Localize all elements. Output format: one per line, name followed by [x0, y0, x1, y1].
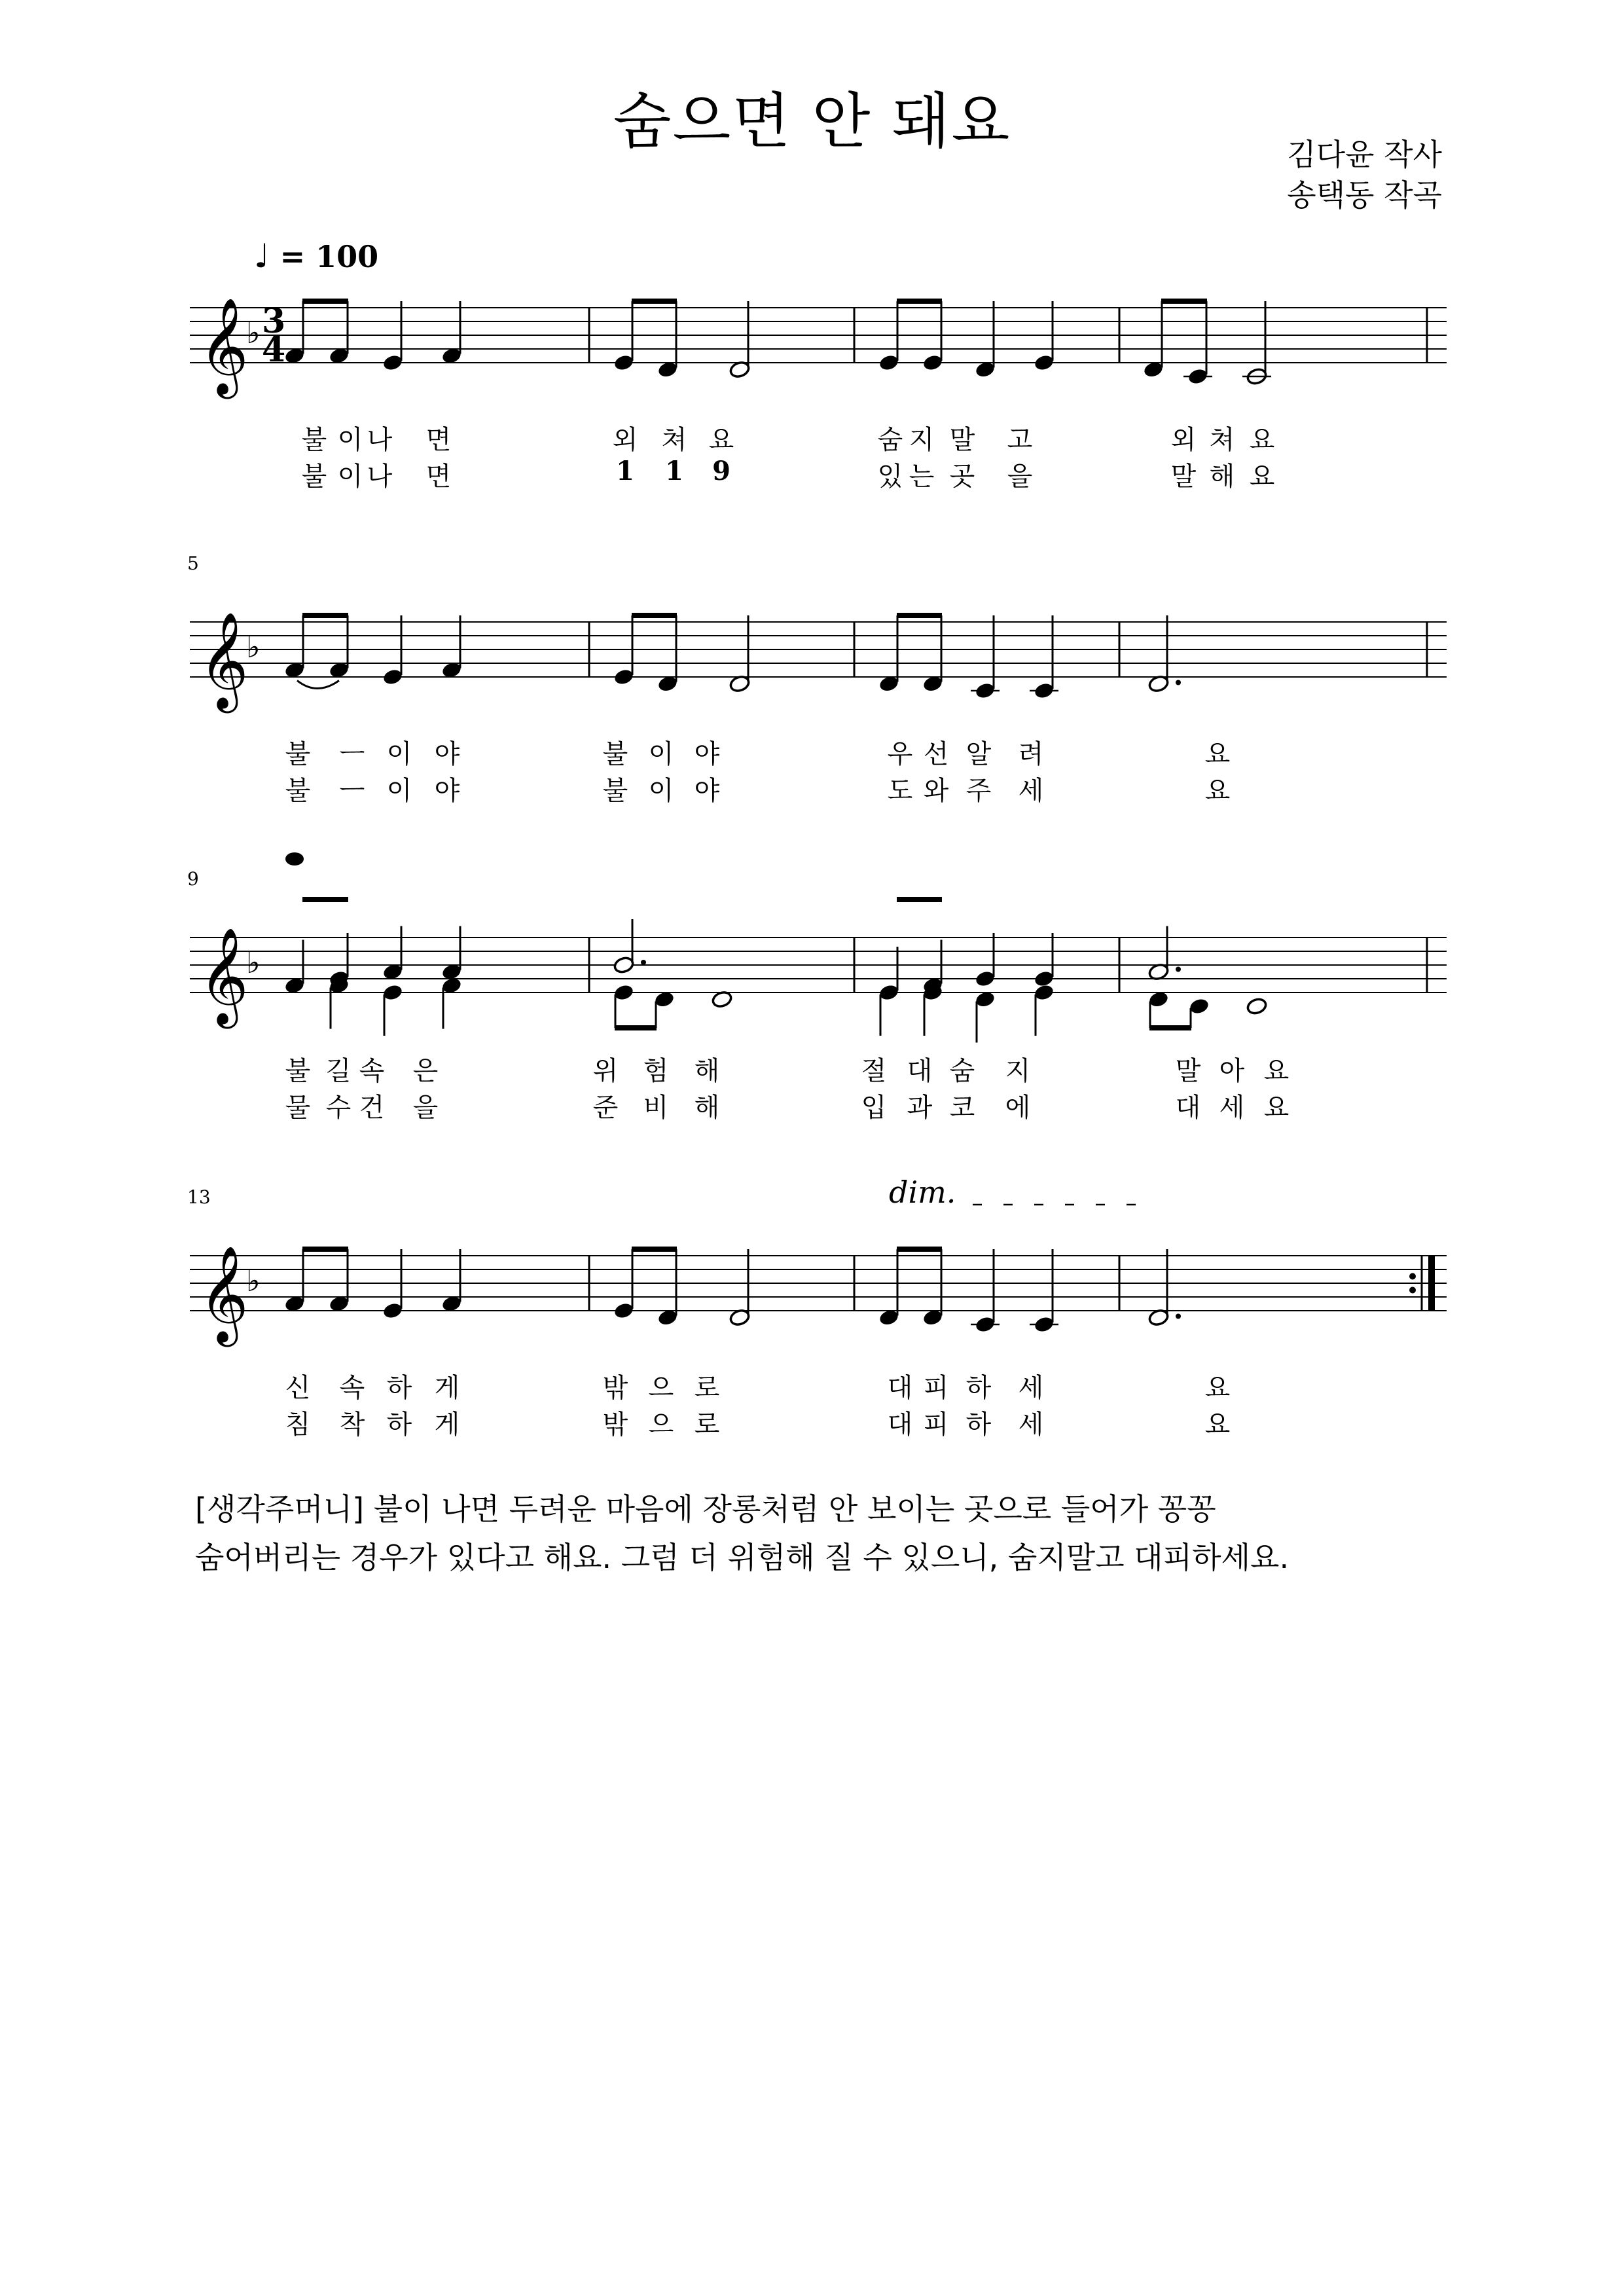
lyric-syllable: 로	[694, 1410, 720, 1440]
staff-system	[190, 229, 1447, 491]
lyric-syllable: 하	[386, 1410, 412, 1440]
staff-system	[187, 859, 1447, 1123]
footnote-line-1: [생각주머니] 불이 나면 두려운 마음에 장롱처럼 안 보이는 곳으로 들어가 꽁꽁	[195, 1491, 1216, 1527]
lyric-syllable: 곳	[949, 462, 975, 492]
staff-svg	[190, 1177, 1460, 1374]
lyric-syllable: 와	[923, 776, 949, 806]
lyric-syllable: 세	[1018, 776, 1044, 806]
measure-number: 13	[187, 1186, 211, 1208]
dynamic-marking: dim.	[889, 1175, 956, 1210]
lyric-syllable: 는	[909, 462, 935, 492]
lyric-syllable: 불	[285, 776, 311, 806]
lyric-syllable: 을	[1007, 462, 1033, 492]
lyric-syllable: 착	[339, 1410, 365, 1440]
lyric-syllable: 피	[923, 1373, 949, 1403]
lyric-syllable: 준	[592, 1093, 619, 1123]
lyric-syllable: 아	[1219, 1056, 1245, 1086]
lyric-syllable: 로	[694, 1373, 720, 1403]
lyric-syllable: 있	[877, 462, 903, 492]
lyric-syllable: 해	[694, 1093, 720, 1123]
lyric-syllable: 불	[602, 776, 628, 806]
lyricist-credit: 김다윤 작사	[1287, 137, 1442, 172]
notehead-lower	[285, 852, 304, 866]
lyric-syllable: 속	[359, 1056, 385, 1086]
flat-icon: ♭	[246, 629, 261, 665]
lyric-syllable: 나	[367, 425, 393, 455]
staff-svg	[190, 859, 1460, 1055]
lyric-syllable: 속	[339, 1373, 365, 1403]
lyric-syllable: 면	[425, 425, 452, 455]
lyric-syllable: 입	[861, 1093, 887, 1123]
notehead-lower	[1246, 997, 1267, 1015]
lyric-syllable: 세	[1018, 1373, 1044, 1403]
lyric-syllable: 위	[592, 1056, 619, 1086]
lyric-syllable: 코	[949, 1093, 975, 1123]
song-title: 숨으면 안 돼요	[613, 86, 1011, 156]
lyric-syllable: 불	[285, 1056, 311, 1086]
lyric-syllable: 숨	[877, 425, 903, 455]
lyric-syllable: 밖	[602, 1373, 628, 1403]
lyric-syllable: 은	[412, 1056, 439, 1086]
lyric-syllable: 하	[386, 1373, 412, 1403]
lyric-syllable: 불	[285, 739, 311, 769]
augmentation-dot	[641, 960, 646, 965]
tempo-value: = 100	[280, 239, 379, 274]
treble-clef-icon: 𝄞	[199, 611, 249, 709]
lyric-syllable: 요	[708, 425, 734, 455]
lyric-syllable: 세	[1219, 1093, 1245, 1123]
augmentation-dot	[1176, 967, 1181, 972]
flat-icon: ♭	[246, 315, 261, 350]
time-signature-bottom: 4	[262, 330, 286, 370]
lyric-syllable: 9	[712, 456, 731, 486]
lyric-syllable: 요	[1263, 1056, 1290, 1086]
lyric-syllable: 게	[434, 1373, 460, 1403]
lyric-syllable: 비	[643, 1093, 669, 1123]
flat-icon: ♭	[246, 945, 261, 980]
augmentation-dot	[1176, 1314, 1181, 1319]
repeat-dot	[1409, 1287, 1416, 1294]
lyric-syllable: ㅡ	[339, 776, 365, 806]
lyric-syllable: 과	[907, 1093, 933, 1123]
treble-clef-icon: 𝄞	[199, 927, 249, 1025]
lyric-syllable: 요	[1263, 1093, 1290, 1123]
lyric-syllable: 대	[907, 1056, 933, 1086]
treble-clef-icon: 𝄞	[199, 297, 249, 395]
lyric-syllable: 밖	[602, 1410, 628, 1440]
lyric-syllable: 쳐	[661, 425, 687, 455]
lyric-syllable: 1	[665, 456, 683, 486]
lyric-syllable: 해	[1209, 462, 1235, 492]
lyric-syllable: 1	[616, 456, 634, 486]
tie	[297, 681, 339, 689]
measure-number: 9	[187, 868, 199, 890]
lyric-syllable: 야	[694, 776, 720, 806]
lyric-syllable: 주	[965, 776, 992, 806]
lyric-syllable: 불	[602, 739, 628, 769]
lyric-syllable: 외	[1170, 425, 1197, 455]
lyric-syllable: 요	[1204, 776, 1231, 806]
staff-svg	[190, 229, 1460, 426]
lyric-syllable: 건	[359, 1093, 385, 1123]
lyric-syllable: 요	[1204, 1410, 1231, 1440]
lyric-syllable: 야	[434, 739, 460, 769]
staff-system	[187, 1175, 1447, 1440]
staff-svg	[190, 543, 1460, 740]
lyric-syllable: 요	[1249, 425, 1275, 455]
lyric-syllable: 우	[887, 739, 913, 769]
lyric-syllable: 게	[434, 1410, 460, 1440]
lyric-syllable: 요	[1204, 739, 1231, 769]
lyric-syllable: 이	[648, 739, 674, 769]
lyric-syllable: 수	[325, 1093, 352, 1123]
treble-clef-icon: 𝄞	[199, 1245, 249, 1343]
lyric-syllable: 말	[1170, 462, 1197, 492]
lyric-syllable: 도	[887, 776, 913, 806]
lyric-syllable: 절	[861, 1056, 887, 1086]
lyric-syllable: 이	[386, 739, 412, 769]
lyric-syllable: 려	[1018, 739, 1044, 769]
lyric-syllable: 외	[612, 425, 638, 455]
lyric-syllable: 요	[1249, 462, 1275, 492]
lyric-syllable: 이	[386, 776, 412, 806]
lyric-syllable: 고	[1007, 425, 1033, 455]
lyric-syllable: 대	[887, 1410, 913, 1440]
lyric-syllable: 하	[965, 1373, 992, 1403]
lyric-syllable: 면	[425, 462, 452, 492]
lyric-syllable: 야	[434, 776, 460, 806]
measure-number: 5	[187, 553, 199, 574]
lyric-syllable: 이	[337, 425, 363, 455]
lyric-syllable: 불	[301, 462, 327, 492]
lyric-syllable: 요	[1204, 1373, 1231, 1403]
quarter-note-icon: ♩	[254, 237, 270, 275]
augmentation-dot	[1176, 680, 1181, 685]
lyric-syllable: 숨	[949, 1056, 975, 1086]
lyric-syllable: 대	[1175, 1093, 1201, 1123]
lyric-syllable: 나	[367, 462, 393, 492]
lyric-syllable: 험	[643, 1056, 669, 1086]
lyric-syllable: 지	[909, 425, 935, 455]
lyric-syllable: 선	[923, 739, 949, 769]
lyric-syllable: 피	[923, 1410, 949, 1440]
footnote-line-2: 숨어버리는 경우가 있다고 해요. 그럼 더 위험해 질 수 있으니, 숨지말고 대피하세요.	[195, 1540, 1290, 1575]
lyric-syllable: 에	[1005, 1093, 1031, 1123]
lyric-syllable: 이	[648, 776, 674, 806]
lyric-syllable: 말	[1175, 1056, 1201, 1086]
lyric-syllable: 지	[1005, 1056, 1031, 1086]
lyric-syllable: 으	[648, 1373, 674, 1403]
lyric-syllable: 해	[694, 1056, 720, 1086]
lyric-syllable: 말	[949, 425, 975, 455]
flat-icon: ♭	[246, 1263, 261, 1298]
lyric-syllable: 이	[337, 462, 363, 492]
composer-credit: 송택동 작곡	[1287, 177, 1442, 213]
lyric-syllable: 을	[412, 1093, 439, 1123]
footnote	[195, 1485, 1289, 1582]
lyric-syllable: ㅡ	[339, 739, 365, 769]
lyric-syllable: 하	[965, 1410, 992, 1440]
lyric-syllable: 물	[285, 1093, 311, 1123]
lyric-syllable: 야	[694, 739, 720, 769]
lyric-syllable: 쳐	[1209, 425, 1235, 455]
lyric-syllable: 신	[285, 1373, 311, 1403]
repeat-barline-thick	[1428, 1256, 1435, 1311]
lyric-syllable: 불	[301, 425, 327, 455]
lyric-syllable: 세	[1018, 1410, 1044, 1440]
lyric-syllable: 침	[285, 1410, 311, 1440]
lyric-syllable: 으	[648, 1410, 674, 1440]
staff-system	[187, 543, 1447, 806]
lyric-syllable: 알	[965, 739, 992, 769]
lyric-syllable: 대	[887, 1373, 913, 1403]
repeat-dot	[1409, 1273, 1416, 1280]
lyric-syllable: 길	[325, 1056, 352, 1086]
time-signature-top: 3	[262, 301, 286, 341]
